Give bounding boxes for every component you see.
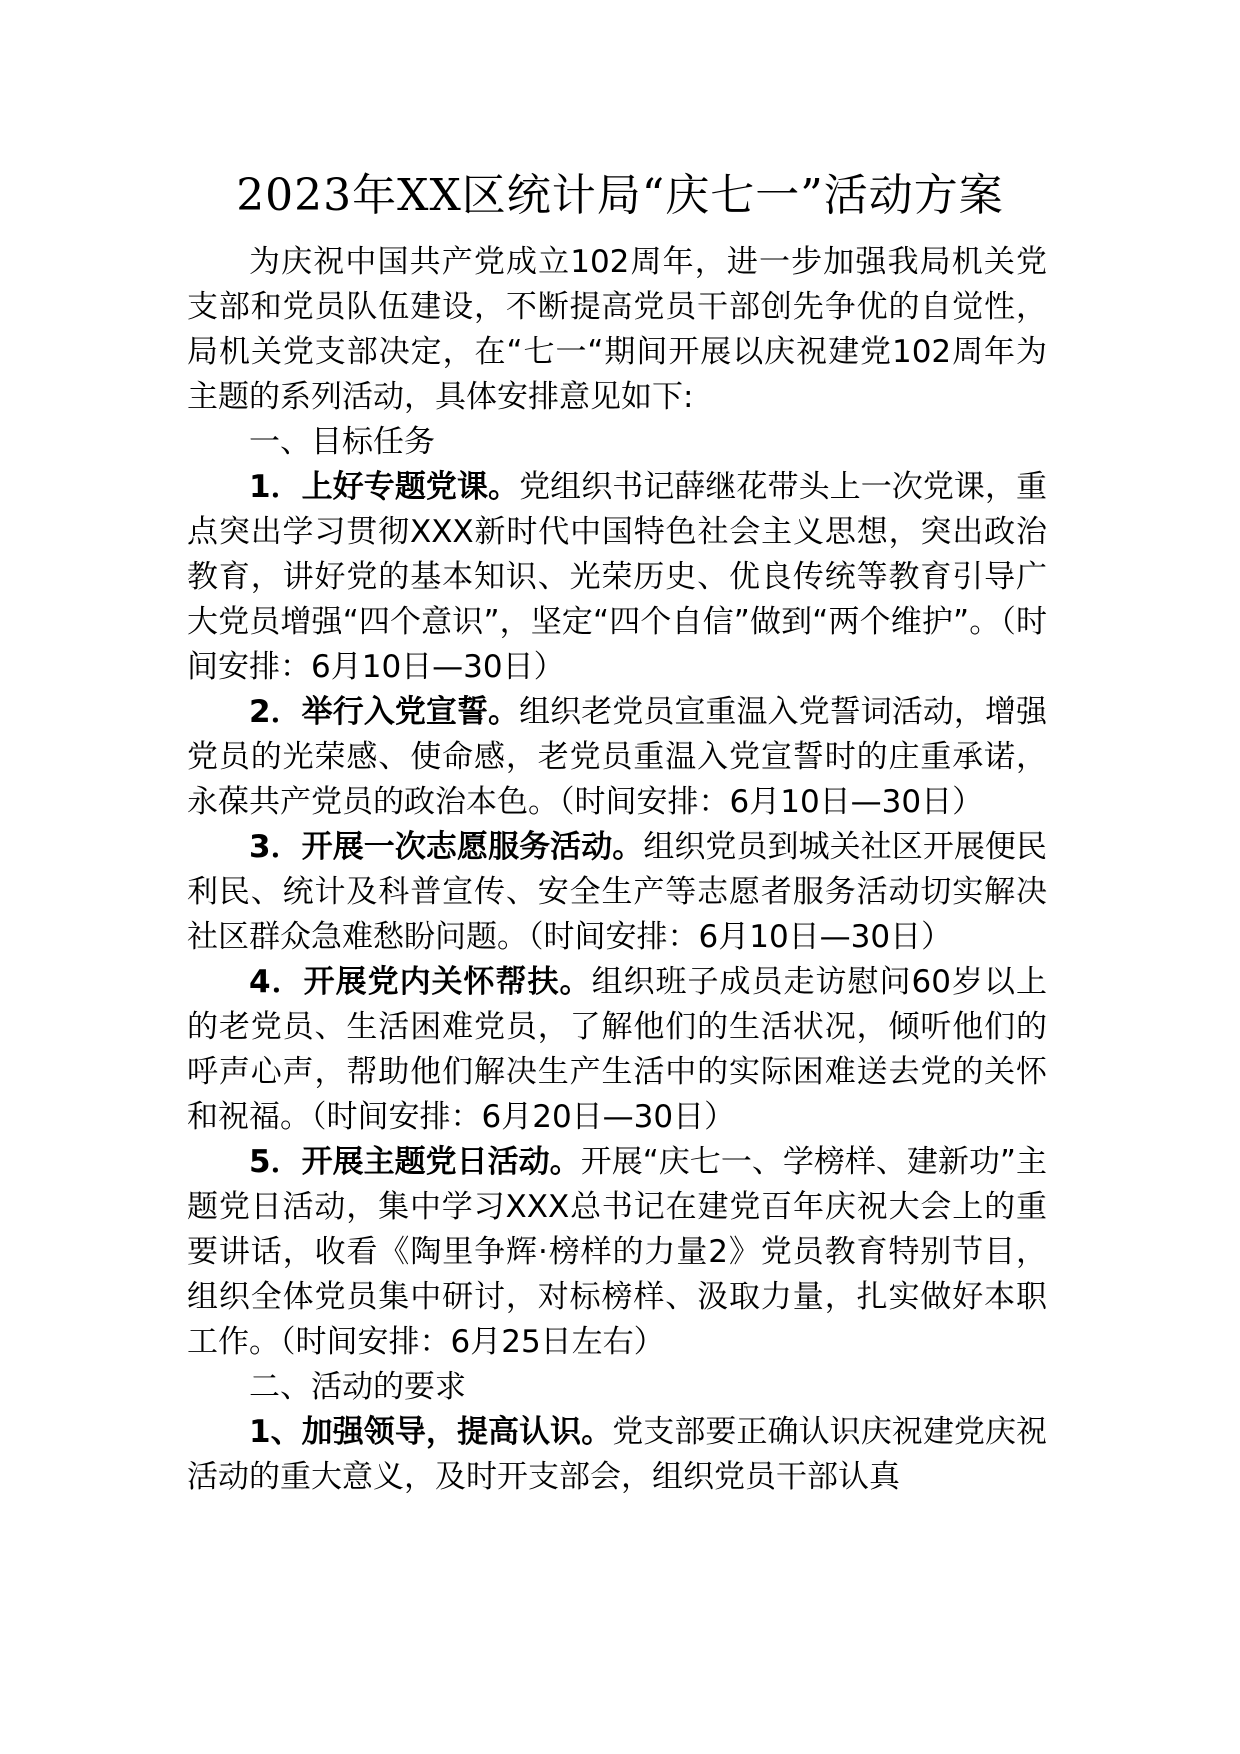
task-text: 组织党员到城关社区开展便民利民、统计及科普宣传、安全生产等志愿者服务活动切实解决社区群众急难愁盼问题。（时间安排：6月10日—30日） <box>187 829 1047 955</box>
requirement-title: 1、加强领导，提高认识。 <box>249 1414 613 1450</box>
section-heading-goals: 一、目标任务 <box>249 424 435 460</box>
document-title: 2023年XX区统计局“庆七一”活动方案 <box>236 170 1004 221</box>
task-title: 2．举行入党宣誓。 <box>249 694 520 730</box>
task-item <box>187 825 1047 960</box>
task-item <box>187 960 1047 1140</box>
document-body <box>187 240 1047 1500</box>
requirement-text: 党支部要正确认识庆祝建党庆祝活动的重大意义，及时开支部会，组织党员干部认真 <box>187 1414 1048 1495</box>
task-item <box>187 690 1047 825</box>
task-text: 开展“庆七一、学榜样、建新功”主题党日活动，集中学习XXX总书记在建党百年庆祝大会上的重要讲话，收看《陶里争辉·榜样的力量2》党员教育特别节目，组织全体党员集中研讨，对标榜样、汲取力量，扎实做好本职工作。（时间安排：6月25日左右） <box>187 1144 1047 1360</box>
task-text: 党组织书记薛继花带头上一次党课，重点突出学习贯彻XXX新时代中国特色社会主义思想，突出政治教育，讲好党的基本知识、光荣历史、优良传统等教育引导广大党员增强“四个意识”，坚定“四个自信”做到“两个维护”。（时间安排：6月10日—30日） <box>187 469 1048 685</box>
task-title: 3．开展一次志愿服务活动。 <box>249 829 644 865</box>
task-title: 5．开展主题党日活动。 <box>249 1144 581 1180</box>
task-title: 1．上好专题党课。 <box>249 469 520 505</box>
task-text: 组织老党员宣重温入党誓词活动，增强党员的光荣感、使命感，老党员重温入党宣誓时的庄重承诺，永葆共产党员的政治本色。（时间安排：6月10日—30日） <box>187 694 1048 820</box>
task-item <box>187 1140 1047 1365</box>
section-heading-requirements: 二、活动的要求 <box>249 1369 466 1405</box>
intro-paragraph: 为庆祝中国共产党成立102周年，进一步加强我局机关党支部和党员队伍建设，不断提高党员干部创先争优的自觉性，局机关党支部决定，在“七一“期间开展以庆祝建党102周年为主题的系列活动，具体安排意见如下: <box>187 244 1047 415</box>
requirement-item <box>187 1410 1047 1500</box>
task-text: 组织班子成员走访慰问60岁以上的老党员、生活困难党员，了解他们的生活状况，倾听他们的呼声心声，帮助他们解决生产生活中的实际困难送去党的关怀和祝福。（时间安排：6月20日—30日） <box>187 964 1047 1135</box>
task-title: 4．开展党内关怀帮扶。 <box>249 964 592 1000</box>
task-item <box>187 465 1047 690</box>
